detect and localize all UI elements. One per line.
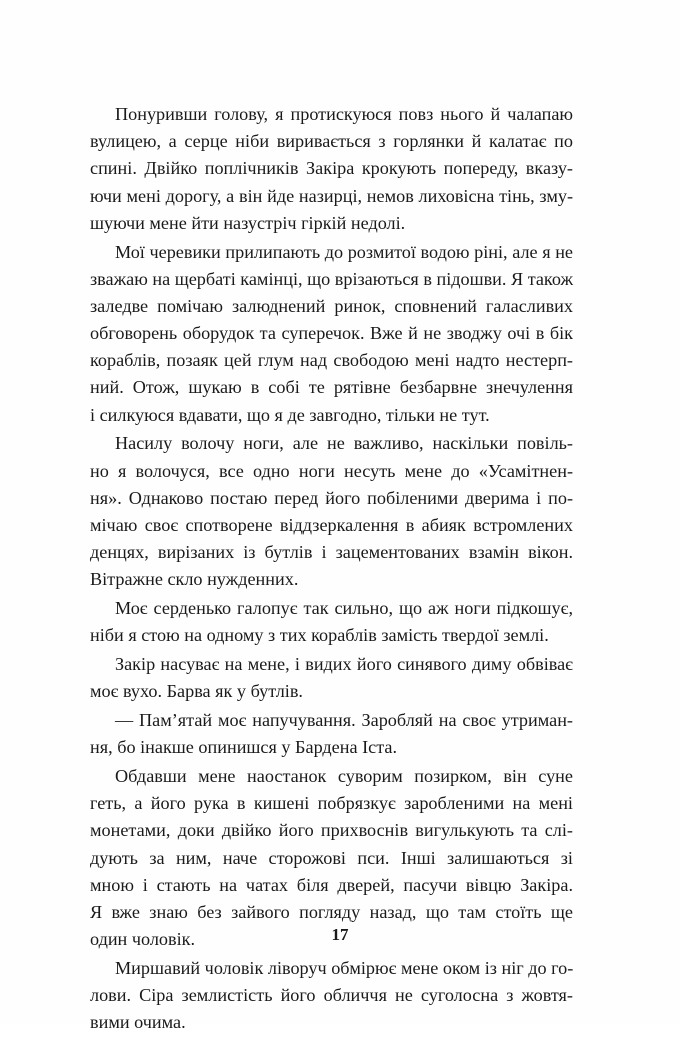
text-line: Вітражне скло нужденних. [90, 569, 299, 590]
text-line: Мої черевики прилипають до розмитої водою ріні, але я не [115, 241, 573, 262]
text-line: ня, бо інакше опинишся у Бардена Іста. [90, 737, 398, 758]
text-line: вулицею, а серце ніби виривається з горлянки й калатає по [90, 131, 573, 152]
body-text [90, 101, 573, 1038]
text-line: один чоловік. [90, 929, 196, 950]
text-line: ніби я стою на одному з тих кораблів замість твердої землі. [90, 625, 549, 646]
text-line: геть, а його рука в кишені побрязкує заробленими на мені [90, 793, 573, 814]
text-line: і силкуюся вдавати, що я де завгодно, тільки не тут. [90, 404, 490, 425]
text-line: ний. Отож, шукаю в собі те рятівне безбарвне знечулення [90, 377, 573, 398]
text-line: шуючи мене йти назустріч гіркій недолі. [90, 212, 406, 233]
paragraph [90, 595, 573, 649]
text-line: ючи мені дорогу, а він йде назирці, немов лиховісна тінь, зму- [90, 185, 573, 206]
text-line: денцях, вирізаних із бутлів і зацементованих взамін вікон. [90, 542, 573, 563]
text-line: мною і стають на чатах біля дверей, пасучи вівцю Закіра. [90, 874, 573, 895]
text-line: Насилу волочу ноги, але не важливо, наскільки повіль- [115, 433, 573, 454]
text-line: Обдавши мене наостанок суворим позирком, він суне [115, 766, 573, 787]
paragraph [90, 955, 573, 1037]
text-line: Понуривши голову, я протискуюся повз нього й чалапаю [115, 104, 573, 124]
text-line: спині. Двійко поплічників Закіра крокують попереду, вказу- [90, 158, 573, 179]
text-line: монетами, доки двійко його прихвоснів вигулькують та слі- [90, 820, 573, 841]
paragraph [90, 707, 573, 761]
paragraph [90, 239, 573, 429]
text-line: заледве помічаю залюднений ринок, сповнений галасливих [90, 295, 573, 316]
text-line: — Пам’ятай моє напучування. Заробляй на своє утриман- [115, 710, 573, 731]
text-line: но я волочуся, все одно ноги несуть мене до «Усамітнен- [90, 460, 573, 481]
text-line: Закір насуває на мене, і видих його синявого диму обвіває [115, 654, 573, 675]
text-line: Я вже знаю без зайвого погляду назад, що там стоїть ще [90, 902, 573, 922]
paragraph [90, 101, 573, 237]
text-line: лови. Сіра землистість його обличчя не суголосна з жовтя- [90, 985, 573, 1006]
text-line: Миршавий чоловік ліворуч обмірює мене оком із ніг до го- [115, 957, 574, 978]
text-line: ня». Однаково постаю перед його побіленими дверима і по- [90, 487, 573, 508]
text-line: дують за ним, наче сторожові пси. Інші залишаються зі [90, 847, 573, 868]
paragraph [90, 651, 573, 705]
paragraph [90, 430, 573, 593]
text-line: зважаю на щербаті камінці, що врізаються в підошви. Я також [90, 268, 574, 289]
text-line: кораблів, позаяк цей глум над свободою мені надто нестерп- [90, 350, 573, 371]
text-line: вими очима. [90, 1012, 186, 1033]
text-line: обговорень оборудок та суперечок. Вже й не зводжу очі в бік [90, 323, 573, 344]
text-line: мічаю своє спотворене віддзеркалення в абияк встромлених [90, 515, 573, 535]
text-line: моє вухо. Барва як у бутлів. [90, 681, 303, 702]
page-number: 17 [331, 925, 349, 944]
text-line: Моє серденько галопує так сильно, що аж ноги підкошує, [115, 598, 573, 619]
